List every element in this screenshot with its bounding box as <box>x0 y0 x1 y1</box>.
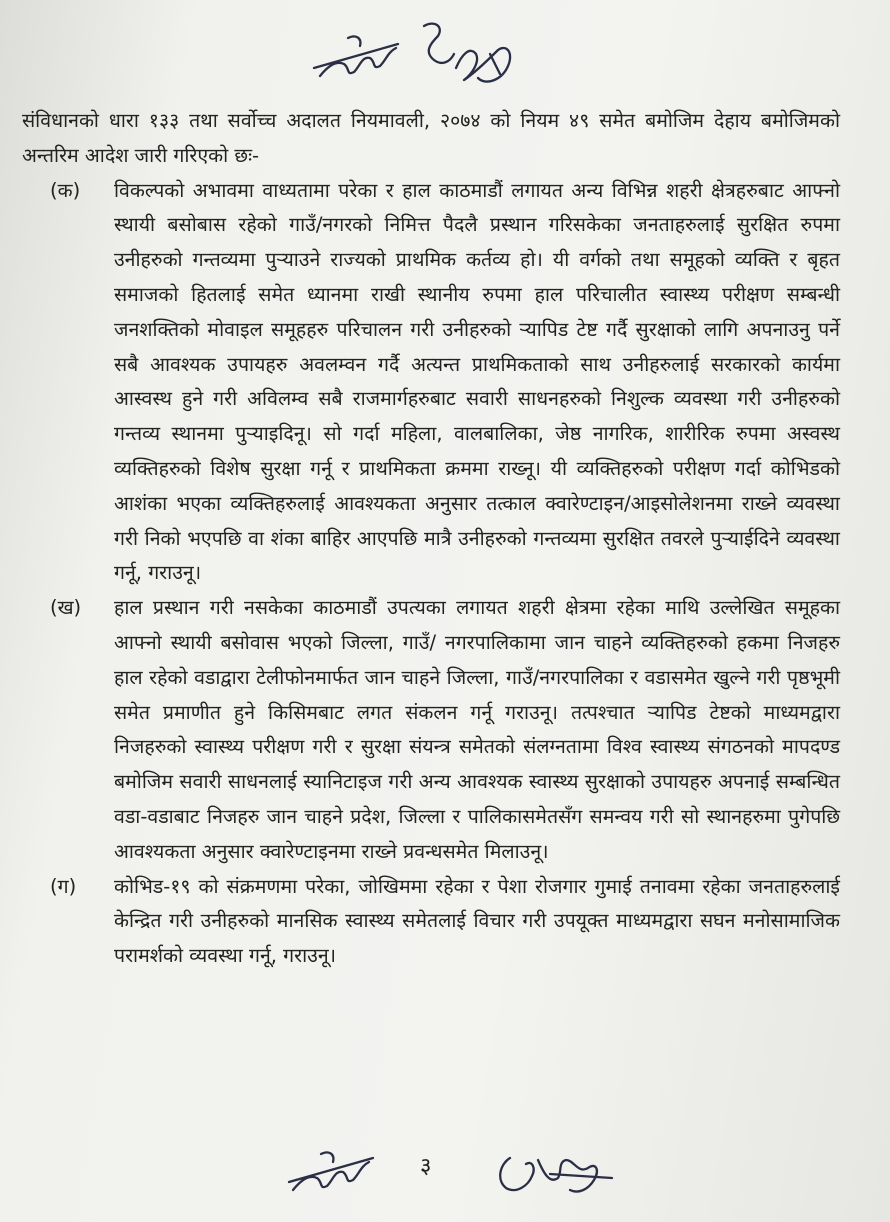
footer-handwritten-annotation <box>285 1138 395 1208</box>
item-marker: (क) <box>50 178 81 202</box>
intro-paragraph: संविधानको धारा १३३ तथा सर्वोच्च अदालत नियमावली, २०७४ को नियम ४९ समेत बमोजिम देहाय बमोजिमको अन्तरिम आदेश जारी गरिएको छः- <box>22 109 840 167</box>
item-text: कोभिड-१९ को संक्रमणमा परेका, जोखिममा रहेका र पेशा रोजगार गुमाई तनावमा रहेका जनताहरुलाई केन्द्रित गरी उनीहरुको मानसिक स्वास्थ्य समेतलाई विचार गरी उपयूक्त माध्यमद्वारा सघन मनोसामाजिक परामर्शको व्यवस्था गर्नू, गराउनू। <box>114 874 840 968</box>
item-marker: (ख) <box>50 596 82 620</box>
order-item-ga <box>22 870 840 974</box>
item-text: विकल्पको अभावमा वाध्यतामा परेका र हाल काठमाडौं लगायत अन्य विभिन्न शहरी क्षेत्रहरुबाट आफ्नो स्थायी बसोबास रहेको गाउँ/नगरको निमित्त पैदलै प्रस्थान गरिसकेका जनताहरुलाई सुरक्षित रुपमा उनीहरुको गन्तव्यमा पुऱ्याउने राज्यको प्राथमिक कर्तव्य हो। यी वर्गको तथा समूहको व्यक्ति र बृहत समाजको हितलाई समेत ध्यानमा राखी स्थानीय रुपमा हाल परिचालीत स्वास्थ्य परीक्षण सम्बन्धी जनशक्तिको मोवाइल समूहहरु परिचालन गरी उनीहरुको ऱ्यापिड टेष्ट गर्दै सुरक्षाको लागि अपनाउनु पर्ने सबै आवश्यक उपायहरु अवलम्वन गर्दै अत्यन्त प्राथमिकताको साथ उनीहरुलाई सरकारको कार्यमा आस्वस्थ हुने गरी अविलम्व सबै राजमार्गहरुबाट सवारी साधनहरुको निशुल्क व्यवस्था गरी उनीहरुको गन्तव्य स्थानमा पुऱ्याइदिनू। सो गर्दा महिला, वालबालिका, जेष्ठ नागरिक, शारीरिक रुपमा अस्वस्थ व्यक्तिहरुको विशेष सुरक्षा गर्नू र प्राथमिकता क्रममा राख्नू। यी व्यक्तिहरुको परीक्षण गर्दा कोभिडको आशंका भएका व्यक्तिहरुलाई आवश्यकता अनुसार तत्काल क्वारेण्टाइन/आइसोलेशनमा राख्ने व्यवस्था गरी निको भएपछि वा शंका बाहिर आएपछि मात्रै उनीहरुको गन्तव्यमा सुरक्षित तवरले पुऱ्याईदिने व्यवस्था गर्नू, गराउनू। <box>114 178 840 585</box>
footer-signature <box>488 1134 618 1206</box>
header-handwritten-annotation <box>300 8 540 100</box>
item-text: हाल प्रस्थान गरी नसकेका काठमाडौं उपत्यका लगायत शहरी क्षेत्रमा रहेका माथि उल्लेखित समूहका आफ्नो स्थायी बसोवास भएको जिल्ला, गाउँ/ नगरपालिकामा जान चाहने व्यक्तिहरुको हकमा निजहरु हाल रहेको वडाद्वारा टेलीफोनमार्फत जान चाहने जिल्ला, गाउँ/नगरपालिका र वडासमेत खुल्ने गरी पृष्ठभूमी समेत प्रमाणीत हुने किसिमबाट लगत संकलन गर्नू गराउनू। तत्पश्चात ऱ्यापिड टेष्टको माध्यमद्वारा निजहरुको स्वास्थ्य परीक्षण गरी र सुरक्षा संयन्त्र समेतको संलग्नतामा विश्व स्वास्थ्य संगठनको मापदण्ड बमोजिम सवारी साधनलाई स्यानिटाइज गरी अन्य आवश्यक स्वास्थ्य सुरक्षाको उपायहरु अपनाई सम्बन्धित वडा-वडाबाट निजहरु जान चाहने प्रदेश, जिल्ला र पालिकासमेतसँग समन्वय गरी सो स्थानहरुमा पुगेपछि आवश्यकता अनुसार क्वारेण्टाइनमा राख्ने प्रवन्धसमेत मिलाउनू। <box>114 596 840 863</box>
item-marker: (ग) <box>50 874 77 898</box>
page-number: ३ <box>420 1154 432 1179</box>
document-body <box>22 104 840 974</box>
order-item-ka <box>22 174 840 592</box>
order-item-kha <box>22 591 840 869</box>
